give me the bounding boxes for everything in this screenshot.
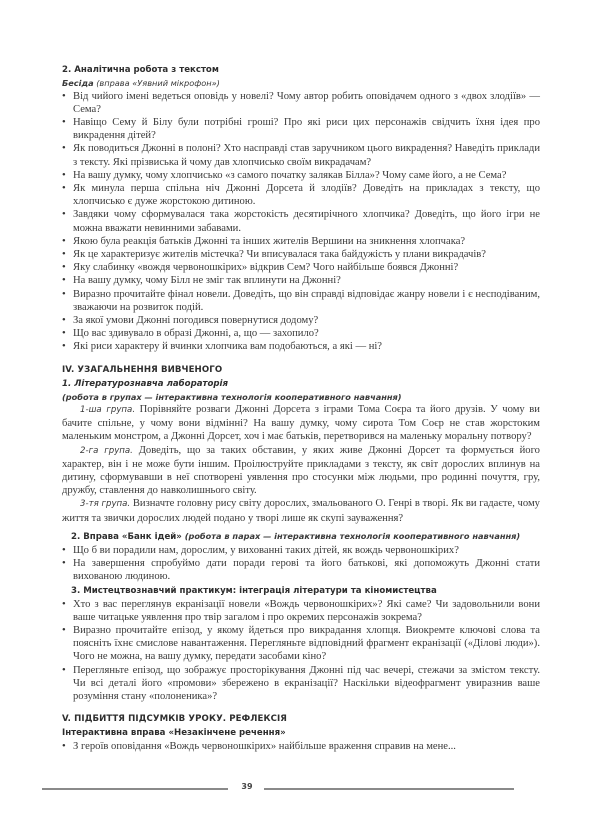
lab-note	[62, 391, 540, 404]
group-label: 3-тя група.	[80, 499, 131, 510]
group-task-2	[62, 444, 540, 498]
group-text: Визначте головну рису світу дорослих, змальованого О. Генрі в творі. Як ви гадаєте, чому життя та звички дорослих людей подано у творі лише як скупі зауваження?	[62, 498, 540, 524]
list-item: • На завершення спробуймо дати поради герові та його батькові, які допоможуть Джонні стати вихованою людиною.	[62, 557, 540, 583]
group-label: 2-га група.	[80, 445, 133, 456]
section-heading-analysis: 2. Аналітична робота з текстом	[62, 65, 219, 75]
conversation-label: Бесіда	[62, 78, 94, 88]
footer-rule-left	[42, 788, 228, 790]
list-item: • Хто з вас переглянув екранізації новели «Вождь червоношкірих»? Які саме? Чи задовольнили вони ваше читацьке уявлення про твір загалом і про окремих персонажів зокрема?	[62, 598, 540, 624]
list-item: • Якою була реакція батьків Джонні та інших жителів Вершини на зникнення хлопчака?	[62, 235, 540, 248]
group-task-1	[62, 403, 540, 444]
list-item: • Як минула перша спільна ніч Джонні Дорсета й злодіїв? Доведіть на прикладах з тексту, що хлопчисько є дуже жорстокою дитиною.	[62, 182, 540, 208]
list-item: • Як це характеризує жителів містечка? Чи вписувалася така байдужість у плани викрадачів?	[62, 248, 540, 261]
list-item: • За якої умови Джонні погодився повернутися додому?	[62, 314, 540, 327]
bank-note: (робота в парах — інтерактивна технологія кооперативного навчання)	[181, 530, 521, 541]
list-item: • Навіщо Сему й Білу були потрібні гроші? Про які риси цих персонажів свідчить їхня ідея про викрадення дітей?	[62, 116, 540, 142]
page-number: 39	[241, 782, 253, 791]
list-item: • З героїв оповідання «Вождь червоношкірих» найбільше враження справив на мене...	[62, 740, 540, 753]
list-item: • Виразно прочитайте фінал новели. Доведіть, що він справді відповідає жанру новели і є несподіваним, зважаючи на розвиток подій.	[62, 288, 540, 314]
list-item: • На вашу думку, чому Білл не зміг так вплинути на Джонні?	[62, 274, 540, 287]
list-item: • Виразно прочитайте епізод, у якому йдеться про викрадання хлопця. Виокремте ключові слова та поясніть їхнє смислове навантаження. Перегляньте відповідний фрагмент екранізації («Ділові люди»). Чого не можна, на вашу думку, передати засобами кіно?	[62, 624, 540, 664]
list-item: • Яку слабинку «вождя червоношкірих» відкрив Сем? Чого найбільше боявся Джонні?	[62, 261, 540, 274]
list-item: • На вашу думку, чому хлопчисько «з самого початку залякав Білла»? Чому саме його, а не Сема?	[62, 169, 540, 182]
list-item: • Що вас здивувало в образі Джонні, а, що — захопило?	[62, 327, 540, 340]
list-item: • Як поводиться Джонні в полоні? Хто насправді став заручником цього викрадення? Наведіть приклади з тексту. Які прізвиська й чому дав хлопчисько своїм викрадачам?	[62, 142, 540, 168]
section-heading-v: V. ПІДБИТТЯ ПІДСУМКІВ УРОКУ. РЕФЛЕКСІЯ	[62, 714, 287, 725]
exercise-heading: Інтерактивна вправа «Незакінчене речення»	[62, 728, 286, 739]
document-page	[62, 64, 540, 753]
page-footer	[42, 783, 512, 795]
conversation-note: (вправа «Уявний мікрофон»)	[96, 78, 220, 88]
analysis-subheading	[62, 77, 540, 90]
bank-question-list	[62, 544, 540, 584]
lab-heading	[62, 378, 540, 391]
list-item: • Які риси характеру й вчинки хлопчика вам подобаються, а які — ні?	[62, 340, 540, 353]
art-heading: 3. Мистецтвознавчий практикум: інтеграція літератури та кіномистецтва	[71, 585, 437, 596]
group-text: Порівняйте розваги Джонні Дорсета з іграми Тома Соєра та його друзів. У чому ви бачите спільне, у чому вони відмінні? На вашу думку, чому сирота Том Соєр не став жорстоким маленьким монстром, а Джонні Дорсет, хоч і має батьків, перетворився на маленьку моральну потвору?	[62, 404, 540, 443]
list-item: • Перегляньте епізод, що зображує просторікування Джонні під час вечері, стежачи за змістом тексту. Чи всі деталі його «промови» збережено в екранізації? Наскільки відеофрагмент увиразнив ваше розуміння стану «полоненика»?	[62, 664, 540, 704]
list-item: • Що б ви порадили нам, дорослим, у вихованні таких дітей, як вождь червоношкірих?	[62, 544, 540, 557]
lab-heading-text: 1. Літературознавча лабораторія	[62, 378, 229, 389]
bank-heading-text: 2. Вправа «Банк ідей»	[71, 531, 182, 542]
list-item: • Завдяки чому сформувалася така жорстокість десятирічного хлопчика? Доведіть, що його ігри не можна вважати невинними забавами.	[62, 208, 540, 234]
analysis-question-list	[62, 90, 540, 354]
reflection-list	[62, 740, 540, 753]
section-heading-iv: IV. УЗАГАЛЬНЕННЯ ВИВЧЕНОГО	[62, 364, 223, 375]
group-task-3	[62, 497, 540, 524]
footer-rule-right	[264, 788, 514, 790]
lab-note-text: (робота в групах — інтерактивна технологія кооперативного навчання)	[62, 391, 402, 402]
list-item: • Від чийого імені ведеться оповідь у новелі? Чому автор робить оповідачем одного з «двох злодіїв» — Сема?	[62, 90, 540, 116]
bank-heading	[62, 530, 540, 544]
art-question-list	[62, 598, 540, 704]
group-text: Доведіть, що за таких обставин, у яких живе Джонні Дорсет та формується його характер, він і не може бути іншим. Проілюструйте прикладами з тексту, як світ дорослих вплинув на дитину, сформувавши в неї спотворені уявлення про стосунки між людьми, про родинні почуття, гру, дружбу, ставлення до навколишнього світу.	[62, 444, 540, 497]
group-label: 1-ша група.	[80, 405, 136, 416]
